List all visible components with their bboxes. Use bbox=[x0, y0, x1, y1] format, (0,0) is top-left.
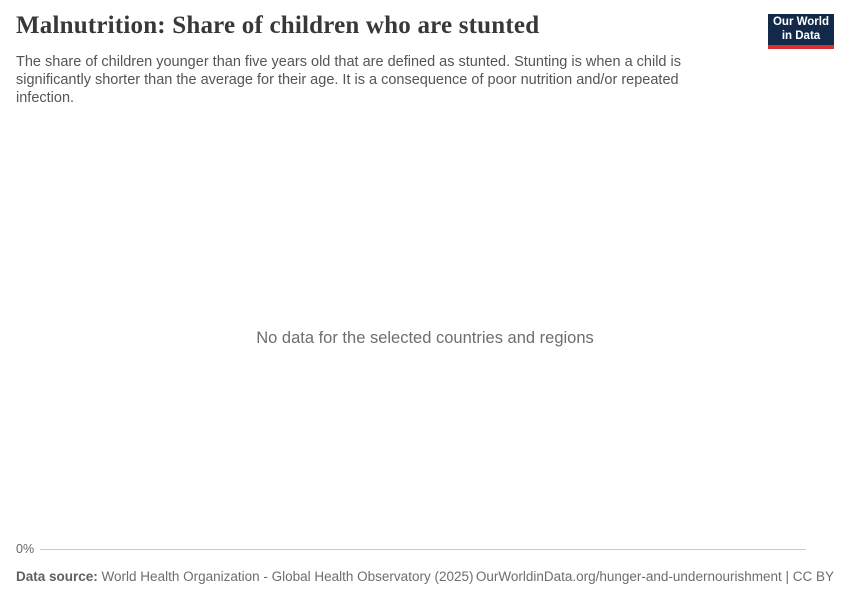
owid-logo-line2: in Data bbox=[781, 30, 821, 42]
chart-subtitle-line: infection. bbox=[16, 90, 75, 106]
chart-footer bbox=[16, 569, 834, 584]
data-source-label: Data source: bbox=[16, 569, 98, 584]
chart-title: Malnutrition: Share of children who are stunted bbox=[16, 12, 540, 39]
chart-subtitle bbox=[16, 53, 681, 107]
owid-credit-link[interactable]: OurWorldinData.org/hunger-and-undernourishment | CC BY bbox=[475, 569, 834, 584]
data-source-note bbox=[16, 569, 473, 584]
no-data-message: No data for the selected countries and regions bbox=[256, 329, 594, 347]
chart-subtitle-line: significantly shorter than the average for their age. It is a consequence of poor nutrition and/or repeated bbox=[16, 72, 679, 88]
owid-logo-line1: Our World bbox=[772, 16, 829, 28]
y-axis-tick-zero: 0% bbox=[16, 542, 35, 556]
chart-subtitle-line: The share of children younger than five years old that are defined as stunted. Stunting is when a child is bbox=[16, 54, 681, 70]
owid-logo[interactable] bbox=[768, 14, 834, 49]
data-source-value: World Health Organization - Global Health Observatory (2025) bbox=[101, 569, 474, 584]
x-axis-line bbox=[40, 549, 806, 550]
